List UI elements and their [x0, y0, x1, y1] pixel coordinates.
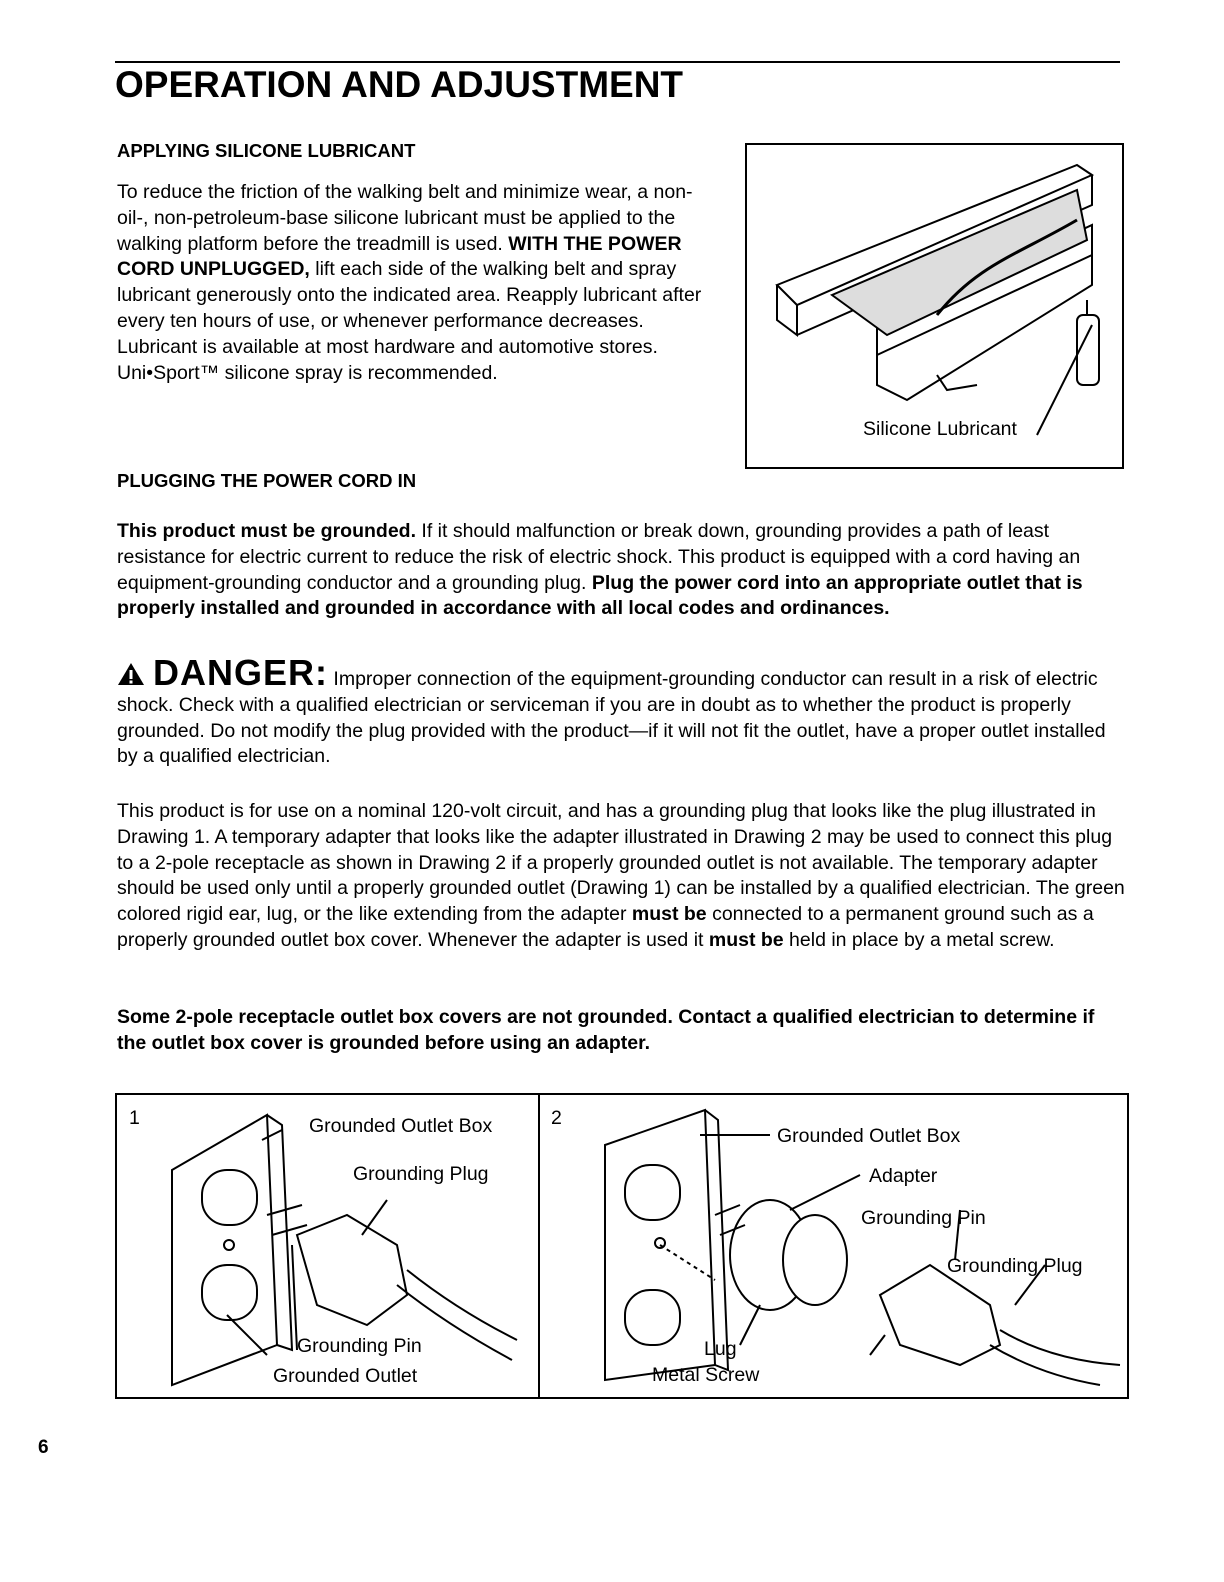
- danger-label: DANGER:: [153, 652, 328, 693]
- grounding-pin-label-2: Grounding Pin: [861, 1207, 986, 1229]
- warning-triangle-icon: [117, 662, 145, 686]
- grounding-bold: This product must be grounded.: [117, 520, 416, 542]
- drawing-2-number: 2: [551, 1107, 562, 1129]
- page-title: OPERATION AND ADJUSTMENT: [115, 64, 684, 105]
- adapter-bold-2: must be: [708, 928, 784, 951]
- danger-paragraph: [117, 652, 1127, 770]
- adapter-text-a: This product is for use on a nominal 120-volt circuit, and has a grounding plug that looks like the plug illustrated in Drawing 1. A temporary adapter that looks like the adapter illustrated in Drawing 2 may be used to connect this plug to a 2-pole receptacle as shown in Drawing 2 if a properly grounded outlet is not available. The temporary adapter should be used only until a properly grounded outlet (Drawing 1) can be installed by a qualified electrician. The green colored rigid ear, lug, or the like extending from the adapter: [117, 800, 1125, 926]
- adapter-label: Adapter: [869, 1165, 938, 1187]
- danger-text: Improper connection of the equipment-grounding conductor can result in a risk of electric shock. Check with a qualified electrician or serviceman if you are in doubt as to whether the product is properly grounded. Do not modify the plug provided with the product—if it will not fit the outlet, have a proper outlet installed by a qualified electrician.: [117, 668, 1106, 768]
- grounding-bold-2: Plug the power cord into an appropriate outlet that is properly installed and grounded in accordance with all local codes and ordinances.: [117, 571, 1083, 620]
- adapter-bold-1: must be: [631, 903, 707, 926]
- lubricant-text-bold: WITH THE POWER CORD UNPLUGGED,: [117, 232, 682, 281]
- lug-label: Lug: [704, 1338, 737, 1360]
- adapter-paragraph: [117, 799, 1127, 954]
- page-number: 6: [38, 1437, 49, 1458]
- drawing-1-number: 1: [129, 1107, 140, 1129]
- grounding-paragraph: [117, 519, 1127, 622]
- power-heading: PLUGGING THE POWER CORD IN: [117, 470, 417, 491]
- grounded-outlet-label-1: Grounded Outlet: [273, 1365, 418, 1387]
- grounded-outlet-box-label-2: Grounded Outlet Box: [777, 1125, 961, 1147]
- grounding-plug-label-2: Grounding Plug: [947, 1255, 1083, 1277]
- lubricant-text: [117, 180, 707, 386]
- grounded-outlet-box-label-1: Grounded Outlet Box: [309, 1115, 493, 1137]
- grounding-text: If it should malfunction or break down, grounding provides a path of least resistance for electric current to reduce the risk of electric shock. This product is equipped with a cord having an equipment-grounding conductor and a grounding plug.: [117, 520, 1081, 594]
- lubricant-text-1: To reduce the friction of the walking belt and minimize wear, a non-oil-, non-petroleum-base silicone lubricant must be applied to the walking platform before the treadmill is used.: [117, 181, 693, 255]
- lubricant-figure: [745, 143, 1124, 469]
- adapter-text-d: held in place by a metal screw.: [783, 928, 1055, 951]
- drawings-figure: [115, 1093, 1129, 1399]
- metal-screw-label: Metal Screw: [652, 1364, 760, 1386]
- grounding-plug-label-1: Grounding Plug: [353, 1163, 489, 1185]
- lubricant-text-2: lift each side of the walking belt and spray lubricant generously onto the indicated area. Reapply lubricant after every ten hours of use, or whenever performance decreases. Lubricant is available at most hardware and automotive stores. Uni•Sport™ silicone spray is recommended.: [117, 258, 702, 384]
- receptacle-warning: Some 2-pole receptacle outlet box covers are not grounded. Contact a qualified electrician to determine if the outlet box cover is grounded before using an adapter.: [117, 1006, 1095, 1054]
- adapter-text-c: connected to a permanent ground such as a properly grounded outlet box cover. Whenever the adapter is used it: [117, 903, 1094, 951]
- grounding-pin-label-1: Grounding Pin: [297, 1335, 422, 1357]
- top-rule: [115, 61, 1120, 63]
- silicone-lubricant-label: Silicone Lubricant: [863, 418, 1017, 440]
- lubricant-heading: APPLYING SILICONE LUBRICANT: [117, 140, 416, 161]
